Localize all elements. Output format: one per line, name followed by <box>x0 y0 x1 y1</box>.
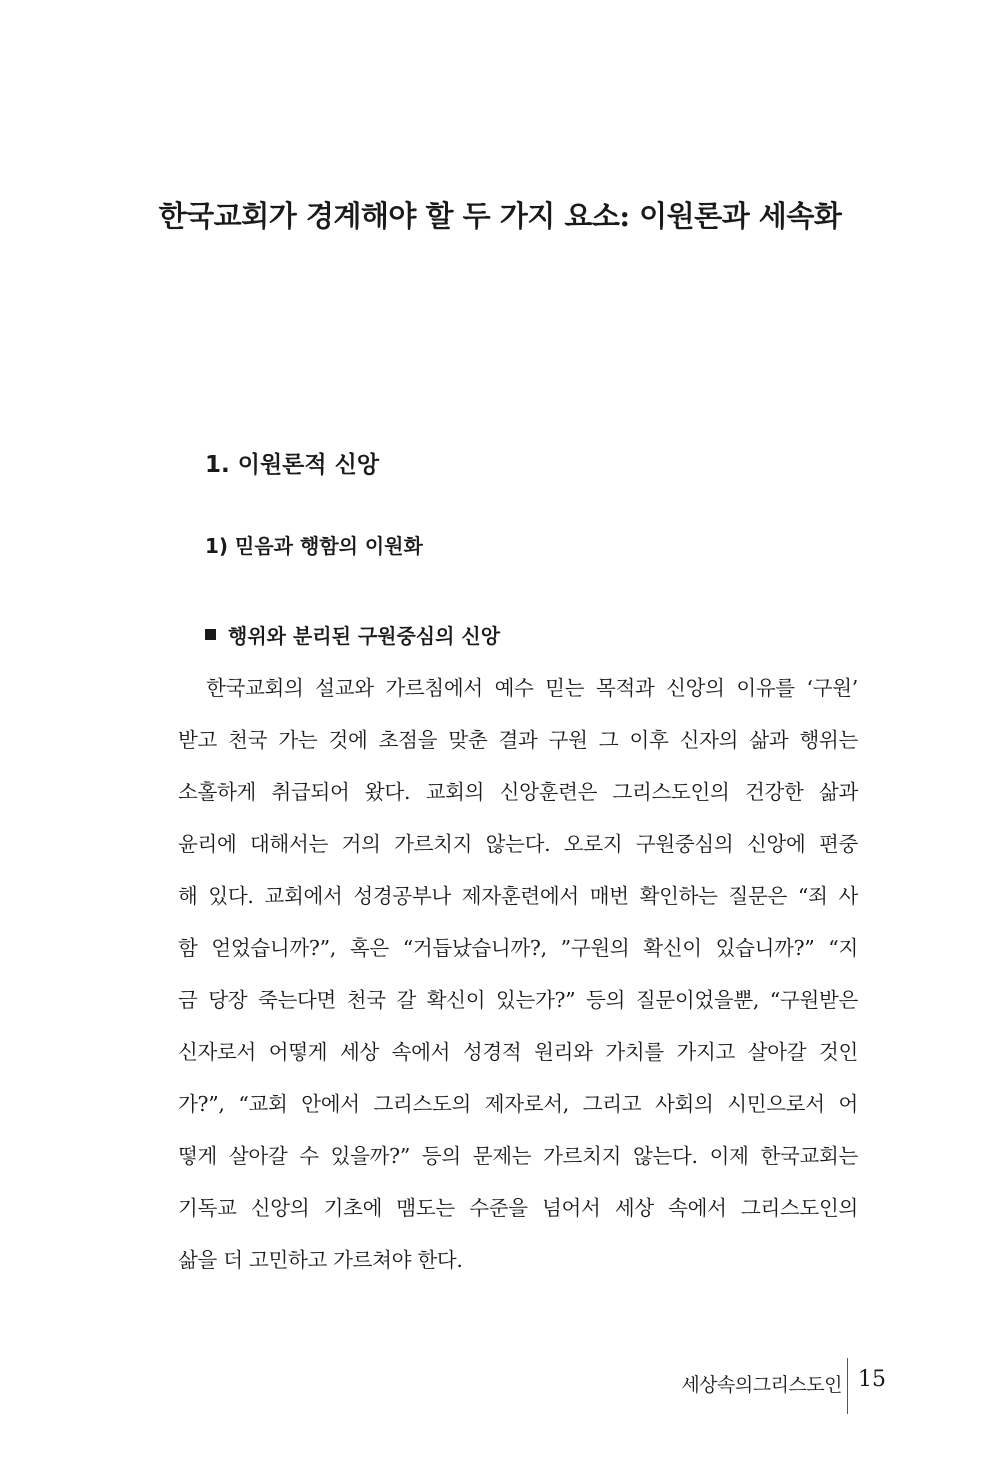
paragraph-line: 신자로서 어떻게 세상 속에서 성경적 원리와 가치를 가지고 살아갈 것인 <box>178 1040 858 1064</box>
page-title: 한국교회가 경계해야 할 두 가지 요소: 이원론과 세속화 <box>158 199 842 233</box>
paragraph-line: 함 얻었습니까?”, 혹은 “거듭났습니까?, ”구원의 확신이 있습니까?” “지 <box>178 936 858 960</box>
paragraph-line: 받고 천국 가는 것에 초점을 맞춘 결과 구원 그 이후 신자의 삶과 행위는 <box>178 728 858 752</box>
section-heading: 1. 이원론적 신앙 <box>205 452 380 478</box>
body-paragraph <box>178 662 858 1286</box>
paragraph-line: 소홀하게 취급되어 왔다. 교회의 신앙훈련은 그리스도인의 건강한 삶과 <box>178 780 858 804</box>
paragraph-line: 해 있다. 교회에서 성경공부나 제자훈련에서 매번 확인하는 질문은 “죄 사 <box>178 884 858 908</box>
paragraph-line: 윤리에 대해서는 거의 가르치지 않는다. 오로지 구원중심의 신앙에 편중 <box>178 832 858 856</box>
paragraph-line: 한국교회의 설교와 가르침에서 예수 믿는 목적과 신앙의 이유를 ‘구원’ <box>206 676 858 700</box>
footer-divider <box>847 1358 848 1414</box>
page-number: 15 <box>858 1367 886 1392</box>
paragraph-line: 삶을 더 고민하고 가르쳐야 한다. <box>178 1248 463 1272</box>
bullet-heading-text: 행위와 분리된 구원중심의 신앙 <box>228 624 501 648</box>
page-footer <box>0 1358 1000 1414</box>
square-bullet-icon <box>205 629 216 640</box>
paragraph-line: 금 당장 죽는다면 천국 갈 확신이 있는가?” 등의 질문이었을뿐, “구원받은 <box>178 988 858 1012</box>
subsection-heading: 1) 믿음과 행함의 이원화 <box>205 534 423 558</box>
paragraph-line: 기독교 신앙의 기초에 맴도는 수준을 넘어서 세상 속에서 그리스도인의 <box>178 1196 858 1220</box>
paragraph-line: 가?”, “교회 안에서 그리스도의 제자로서, 그리고 사회의 시민으로서 어 <box>178 1092 858 1116</box>
paragraph-line: 떻게 살아갈 수 있을까?” 등의 문제는 가르치지 않는다. 이제 한국교회는 <box>178 1144 858 1168</box>
running-title: 세상속의그리스도인 <box>681 1374 842 1396</box>
bullet-heading <box>205 620 500 649</box>
